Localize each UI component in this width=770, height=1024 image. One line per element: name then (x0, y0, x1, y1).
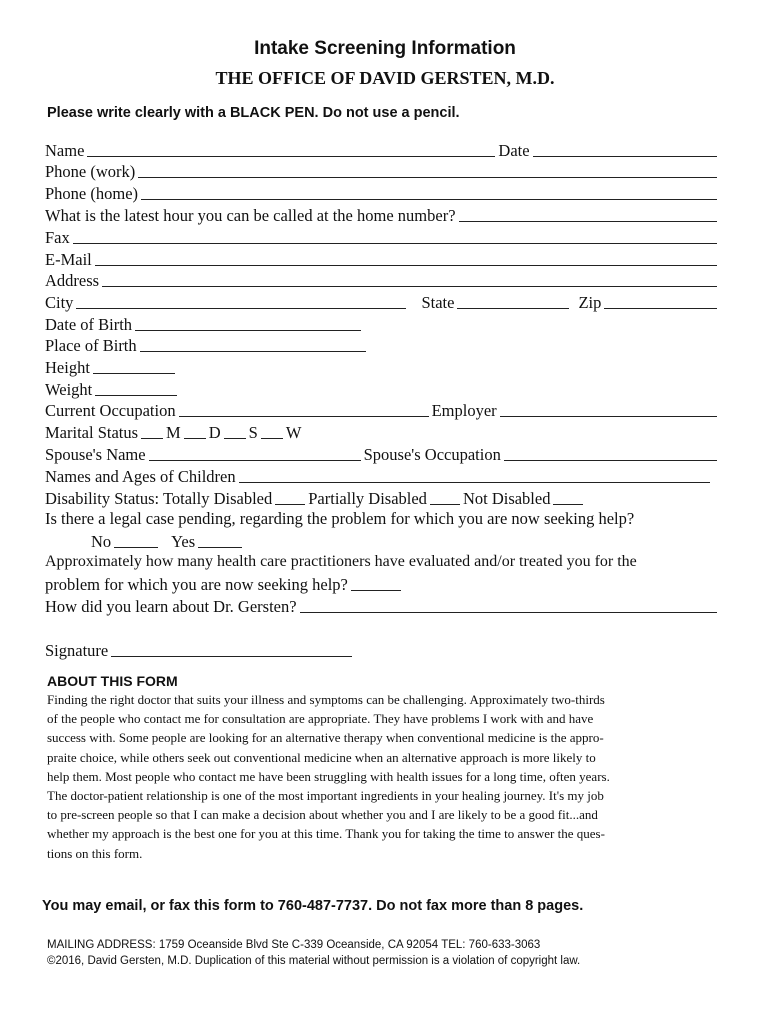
date-field[interactable] (533, 155, 717, 157)
pob-field[interactable] (140, 350, 366, 352)
employer-field[interactable] (500, 415, 717, 417)
phone-home-field[interactable] (141, 198, 717, 200)
weight-label: Weight (45, 380, 93, 399)
copyright-notice: ©2016, David Gersten, M.D. Duplication of this material without permission is a violation of copyright law. (47, 955, 581, 967)
date-label: Date (498, 141, 530, 160)
email-row (45, 249, 720, 270)
legal-case-question: Is there a legal case pending, regarding the problem for which you are now seeking help? (45, 509, 635, 528)
phone-home-row (45, 183, 720, 204)
about-line: Finding the right doctor that suits your illness and symptoms can be challenging. Approximately two-thirds (47, 692, 605, 707)
learn-about-field[interactable] (300, 611, 717, 613)
zip-field[interactable] (604, 307, 717, 309)
fax-field[interactable] (73, 242, 717, 244)
marital-m-field[interactable] (141, 437, 163, 439)
about-line: help them. Most people who contact me have been struggling with health issues for a long time, often years. (47, 768, 610, 784)
partially-disabled-label: Partially Disabled (308, 489, 427, 508)
fax-row (45, 227, 720, 248)
dob-row (45, 314, 720, 335)
occupation-label: Current Occupation (45, 401, 176, 420)
spouse-name-field[interactable] (149, 459, 361, 461)
address-row (45, 270, 720, 291)
practitioners-row (45, 574, 445, 595)
about-body (47, 690, 712, 863)
learn-about-label: How did you learn about Dr. Gersten? (45, 597, 297, 616)
latest-hour-label: What is the latest hour you can be called at the home number? (45, 206, 456, 225)
phone-work-row (45, 161, 720, 182)
state-label: State (421, 293, 455, 312)
marital-row (45, 422, 445, 443)
not-disabled-field[interactable] (553, 503, 583, 505)
pen-instruction: Please write clearly with a BLACK PEN. Do not use a pencil. (47, 105, 460, 121)
phone-work-label: Phone (work) (45, 162, 136, 181)
occupation-field[interactable] (179, 415, 429, 417)
weight-field[interactable] (95, 394, 177, 396)
practitioners-field[interactable] (351, 589, 401, 591)
marital-w-field[interactable] (261, 437, 283, 439)
city-label: City (45, 293, 74, 312)
marital-label: Marital Status (45, 423, 139, 442)
legal-answer-row (91, 531, 271, 552)
about-line: tions on this form. (47, 845, 143, 861)
signature-label: Signature (45, 641, 109, 660)
about-line: whether my approach is the best one for you at this time. Thank you for taking the time to answer the ques- (47, 826, 605, 842)
about-line: of the people who contact me for consultation are appropriate. They have problems I work with and have (47, 711, 594, 727)
signature-field[interactable] (111, 655, 352, 657)
height-label: Height (45, 358, 90, 377)
learn-about-row (45, 596, 720, 617)
email-label: E-Mail (45, 250, 92, 269)
children-row (45, 466, 713, 487)
name-label: Name (45, 141, 85, 160)
marital-d-field[interactable] (184, 437, 206, 439)
city-field[interactable] (76, 307, 406, 309)
weight-row (45, 379, 720, 400)
partially-disabled-field[interactable] (430, 503, 460, 505)
signature-row (45, 640, 355, 661)
name-field[interactable] (87, 155, 495, 157)
dob-label: Date of Birth (45, 315, 133, 334)
state-field[interactable] (457, 307, 569, 309)
zip-label: Zip (578, 293, 602, 312)
about-line: The doctor-patient relationship is one of the most important ingredients in your healing journey. It's my job (47, 788, 604, 804)
city-state-zip-row (45, 292, 720, 313)
legal-no-label: No (91, 532, 112, 551)
spouse-row (45, 444, 720, 465)
address-label: Address (45, 271, 100, 290)
address-field[interactable] (102, 285, 717, 287)
height-field[interactable] (93, 372, 175, 374)
not-disabled-label: Not Disabled (462, 489, 551, 508)
occupation-row (45, 400, 720, 421)
office-name: THE OFFICE OF DAVID GERSTEN, M.D. (215, 68, 555, 88)
latest-hour-field[interactable] (459, 220, 717, 222)
pob-row (45, 335, 720, 356)
about-heading: ABOUT THIS FORM (47, 673, 178, 689)
name-date-row (45, 140, 720, 161)
children-field[interactable] (239, 481, 710, 483)
fax-label: Fax (45, 228, 70, 247)
about-line: to pre-screen people so that I can make a decision about whether you and I are likely to be a good fit...and (47, 807, 598, 823)
latest-hour-row (45, 205, 720, 226)
marital-s-field[interactable] (224, 437, 246, 439)
about-line: praite choice, while others seek out conventional medicine when an alternative approach is more likely to (47, 749, 596, 765)
spouse-occupation-label: Spouse's Occupation (363, 445, 501, 464)
legal-yes-label: Yes (171, 532, 196, 551)
marital-d-label: D (208, 423, 221, 442)
marital-s-label: S (248, 423, 258, 442)
disability-label: Disability Status: Totally Disabled (45, 489, 273, 508)
phone-work-field[interactable] (138, 176, 717, 178)
children-label: Names and Ages of Children (45, 467, 236, 486)
practitioners-question: Approximately how many health care practitioners have evaluated and/or treated you for the (45, 553, 637, 570)
disability-row (45, 488, 665, 509)
legal-yes-field[interactable] (198, 546, 242, 548)
pob-label: Place of Birth (45, 336, 137, 355)
legal-no-field[interactable] (114, 546, 158, 548)
practitioners-label: problem for which you are now seeking help? (45, 575, 348, 594)
mailing-address: MAILING ADDRESS: 1759 Oceanside Blvd Ste C-339 Oceanside, CA 92054 TEL: 760-633-3063 (47, 939, 541, 951)
about-line: success with. Some people are looking for an alternative therapy when conventional medicine is the appro- (47, 730, 604, 746)
email-fax-note: You may email, or fax this form to 760-487-7737. Do not fax more than 8 pages. (42, 898, 584, 914)
marital-m-label: M (166, 423, 181, 442)
dob-field[interactable] (135, 329, 361, 331)
spouse-name-label: Spouse's Name (45, 445, 146, 464)
phone-home-label: Phone (home) (45, 184, 139, 203)
marital-w-label: W (285, 423, 302, 442)
totally-disabled-field[interactable] (275, 503, 305, 505)
employer-label: Employer (431, 401, 497, 420)
spouse-occupation-field[interactable] (504, 459, 717, 461)
form-title: Intake Screening Information (254, 38, 516, 59)
email-field[interactable] (95, 264, 717, 266)
height-row (45, 357, 720, 378)
